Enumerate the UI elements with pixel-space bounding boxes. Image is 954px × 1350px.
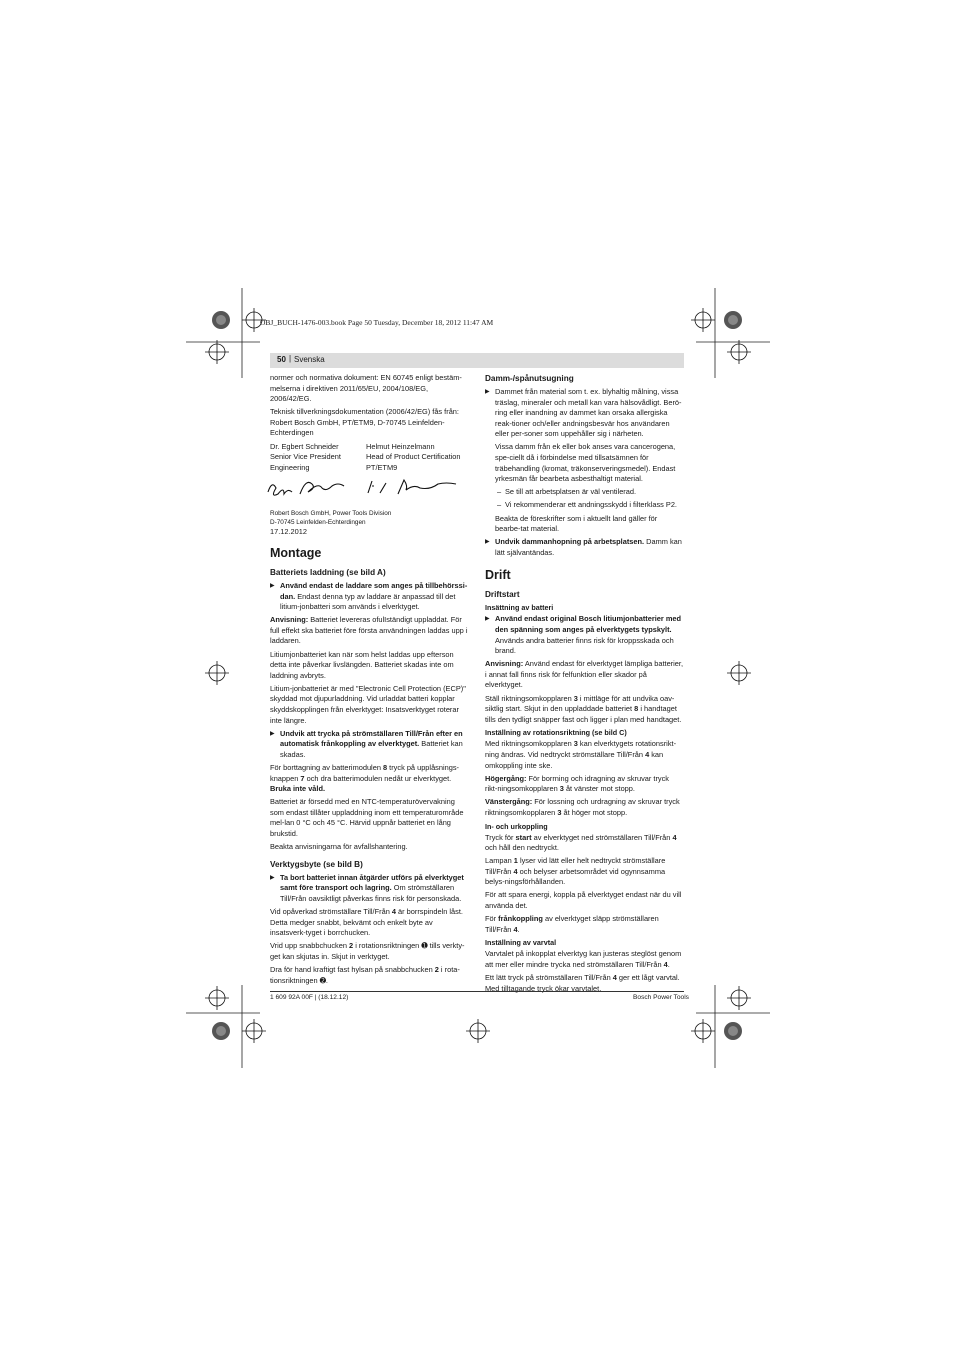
paragraph: Varvtalet på inkopplat elverktyg kan justeras steglöst genom att mer eller mindre trycka ned strömställaren Till/Från 4. xyxy=(485,949,682,969)
warning-item: ▶ Undvik dammanhopning på arbetsplatsen. Damm kan lätt självantändas. xyxy=(485,537,683,558)
paragraph: Teknisk tillverkningsdokumentation (2006/42/EG) fås från: Robert Bosch GmbH, PT/ETM9, D-70745 Leinfelden-Echterdingen xyxy=(270,407,459,438)
paragraph: Vid opåverkad strömställare Till/Från 4 är borrspindeln låst. Detta medger snabbt, bekvämt och enkelt byte av insatsverk-tyget i borrchucken. xyxy=(270,906,463,938)
warning-item: ▶ Använd endast original Bosch litiumjonbatterier med den spänning som anges på elverktygets typskylt. Används andra batterier finns risk för kroppsskada och brand. xyxy=(485,614,683,656)
paragraph: Batteriet är försedd med en NTC-temperaturövervakning som endast tillåter uppladdning inom ett temperaturområde mel-lan 0 °C och 45 °C. Härvid uppnår batteriet en lång brukstid. xyxy=(270,797,464,838)
paragraph: Med riktningsomkopplaren 3 kan elverktygets rotationsrikt-ning ändras. Vid nedtryckt strömställare Till/Från 4 kan omkoppling inte ske. xyxy=(485,739,677,770)
dash-item: – Se till att arbetsplatsen är väl ventilerad. xyxy=(485,487,683,498)
paragraph: Dra för hand kraftigt fast hylsan på snabbchucken 2 i rota-tionsriktningen ➋. xyxy=(270,964,460,985)
paragraph: Litium-jonbatteriet är med "Electronic Cell Protection (ECP)" skyddad mot djupurladdning. Vid urladdat batteri kopplar skyddskopplingen från elverktyget: Insatsverktyget roterar inte längre. xyxy=(270,683,466,725)
page-number: 50 xyxy=(277,355,286,364)
left-column xyxy=(270,373,468,989)
subsection-title: Verktygsbyte (se bild B) xyxy=(270,859,363,869)
signatory-name: Helmut Heinzelmann xyxy=(366,441,435,451)
signatory-row xyxy=(270,452,468,463)
warning-item: ▶ Använd endast de laddare som anges på tillbehörssi-dan. Endast denna typ av laddare är anpassad till det litium-jonbatteri som används i elverktyget. xyxy=(270,581,468,613)
paragraph: Högergång: För borrning och idragning av skruvar tryck rikt-ningsomkopplaren 3 åt vänster mot stopp. xyxy=(485,773,670,794)
book-info-line: OBJ_BUCH-1476-003.book Page 50 Tuesday, December 18, 2012 11:47 AM xyxy=(260,318,494,327)
subsection-title: Batteriets laddning (se bild A) xyxy=(270,567,386,577)
signatory-title: Head of Product Certification xyxy=(366,452,461,462)
date: 17.12.2012 xyxy=(270,527,307,537)
warning-item: ▶ Undvik att trycka på strömställaren Till/Från efter en automatisk frånkoppling av elverktyget. Batteriet kan skadas. xyxy=(270,729,468,761)
paragraph: För borttagning av batterimodulen 8 tryck på upplåsnings-knappen 7 och dra batterimodulen nedåt ur elverktyget. Bruka inte våld. xyxy=(270,762,459,794)
section-title: Drift xyxy=(485,568,511,583)
footer-doc-code: 1 609 92A 00F | (18.12.12) xyxy=(270,994,349,1001)
paragraph: Vänstergång: För lossning och urdragning av skruvar tryck riktningsomkopplaren 3 åt höger mot stopp. xyxy=(485,797,680,817)
address-line: D-70745 Leinfelden-Echterdingen xyxy=(270,519,366,527)
paragraph: Vrid upp snabbchucken 2 i rotationsriktningen ➊ tills verkty-get kan skjutas in. Skjut in verktyget. xyxy=(270,941,465,961)
signatory-row xyxy=(270,463,468,474)
signature-space xyxy=(270,473,468,509)
signatory-dept: Engineering xyxy=(270,462,310,472)
subheading: In- och urkoppling xyxy=(485,821,548,831)
signatory-row xyxy=(270,442,468,453)
paragraph: Litiumjonbatteriet kan när som helst laddas upp efterson detta inte påverkar livslängden. Batteriet skadas inte om laddning avbryts. xyxy=(270,649,454,680)
footer-brand: Bosch Power Tools xyxy=(633,994,689,1001)
language-label: Svenska xyxy=(294,355,325,364)
signatory-title: Senior Vice President xyxy=(270,452,341,462)
paragraph: Anvisning: Använd endast för elverktyget lämpliga batterier, i annat fall finns risk för felfunktion eller skador på elverktyget. xyxy=(485,659,683,690)
paragraph: Anvisning: Batteriet levereras ofulIständigt uppladdat. För full effekt ska batteriet före första användningen laddas upp i laddaren. xyxy=(270,615,468,646)
paragraph: För frånkoppling av elverktyget släpp strömställaren Till/Från 4. xyxy=(485,914,659,934)
footer-rule xyxy=(270,991,684,992)
paragraph: Beakta anvisningarna för avfallshantering. xyxy=(270,842,408,852)
right-column xyxy=(485,373,683,997)
subheading: Inställning av rotationsriktning (se bild C) xyxy=(485,728,627,738)
section-title: Montage xyxy=(270,545,322,560)
signatory-dept: PT/ETM9 xyxy=(366,462,398,472)
header-separator: | xyxy=(289,354,292,363)
warning-item: ▶ Ta bort batteriet innan åtgärder utförs på elverktyget samt före transport och lagring. Om strömställaren Till/Från oavsiktligt påverkas finns risk för personskada. xyxy=(270,873,468,905)
subsection-title: Driftstart xyxy=(485,590,520,600)
paragraph: Ställ riktningsomkopplaren 3 i mittläge för att undvika oav-siktlig start. Skjut in den uppladdade batteriet 8 i handtaget tills den tydligt snäpper fast och ligger i plan med handtaget. xyxy=(485,693,682,724)
paragraph: Vissa damm från ek eller bok anses vara cancerogena, spe-ciellt då i förbindelse med tillsatsämnen för träbehandling (kromat, träkonserveringsmedel). Endast yrkesmän får bearbeta asbesthaltigt material. xyxy=(495,442,676,484)
paragraph: normer och normativa dokument: EN 60745 enligt bestäm-melserna i direktiven 2011/65/EU, 2004/108/EG, 2006/42/EG. xyxy=(270,373,462,404)
page-header xyxy=(270,353,684,368)
subsection-title: Damm-/spånutsugning xyxy=(485,374,574,383)
paragraph: Ett lätt tryck på strömställaren Till/Från 4 ger ett lågt varvtal. Med tilltagande tryck ökar varvtalet. xyxy=(485,973,680,993)
paragraph: Tryck för start av elverktyget ned strömställaren Till/Från 4 och håll den nedtryckt. xyxy=(485,832,677,853)
dash-item: – Vi rekommenderar ett andningsskydd i filterklass P2. xyxy=(485,500,683,511)
paragraph: Lampan 1 lyser vid lätt eller helt nedtryckt strömställare Till/Från 4 och belyser arbetsområdet vid ogynnsamma belys-ningsförhållanden. xyxy=(485,856,666,887)
warning-item: ▶ Dammet från material som t. ex. blyhaltig målning, vissa träslag, mineraler och metall kan vara hälsovådligt. Berö-ring eller inandning av dammet kan orsaka allergiska reak-tioner och/eller andningsbesvär hos användaren eller per-soner som uppehåller sig i närheten. xyxy=(485,387,683,440)
signatory-name: Dr. Egbert Schneider xyxy=(270,441,339,451)
subheading: Insättning av batteri xyxy=(485,603,554,613)
subheading: Inställning av varvtal xyxy=(485,938,557,948)
address-line: Robert Bosch GmbH, Power Tools Division xyxy=(270,510,392,518)
paragraph: Beakta de föreskrifter som i aktuellt land gäller för bearbe-tat material. xyxy=(495,513,658,534)
paragraph: För att spara energi, koppla på elverktyget endast när du vill använda det. xyxy=(485,890,682,911)
